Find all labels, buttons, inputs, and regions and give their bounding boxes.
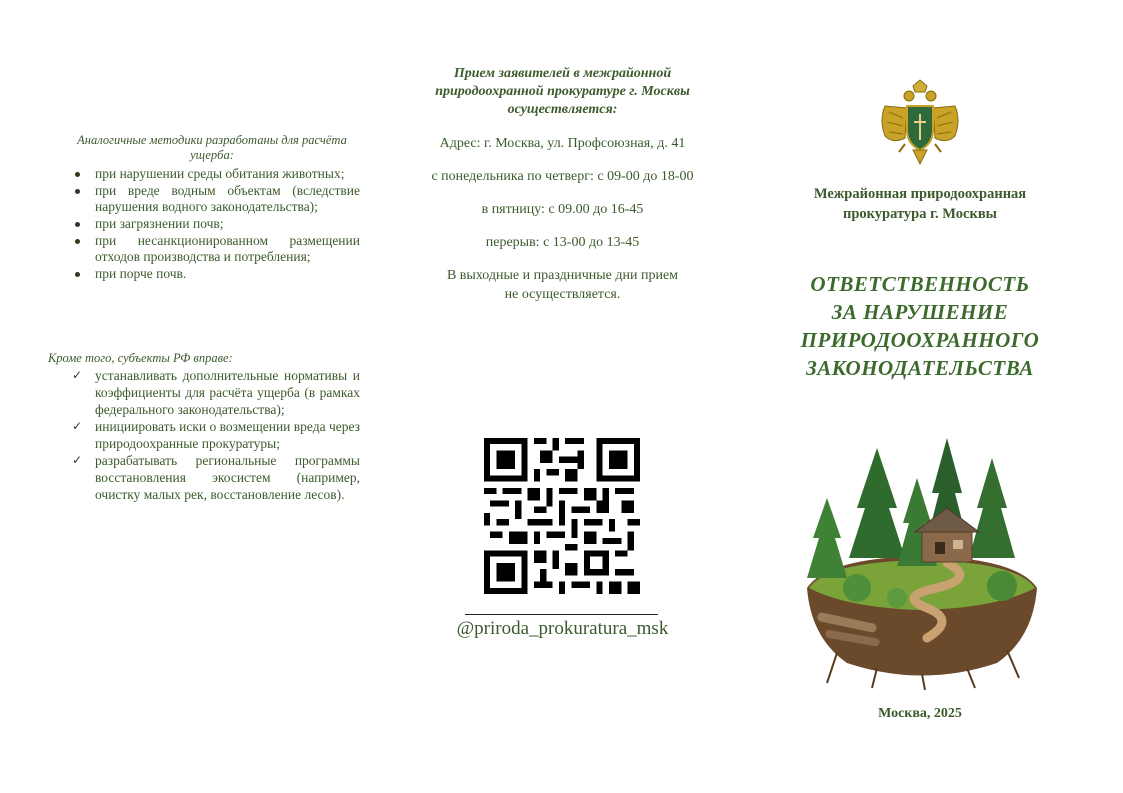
schedule-friday: в пятницу: с 09.00 до 16-45 [481, 202, 644, 217]
schedule-mon-thu: с понедельника по четверг: с 09-00 до 18-00 [431, 169, 694, 184]
list-item: при загрязнении почв; [70, 216, 360, 232]
regions-rights-title: Кроме того, субъекты РФ вправе: [48, 351, 233, 365]
closed-line: не осуществляется. [504, 287, 621, 302]
organization-name [765, 184, 1075, 224]
list-item: ✓ инициировать иски о возмещении вреда через природоохранные прокуратуры; [70, 418, 360, 452]
title-line: ОТВЕТСТВЕННОСТЬ [810, 272, 1030, 296]
list-item: при вреде водным объектам (вследствие нарушения водного законодательства); [70, 183, 360, 215]
title-line: ЗА НАРУШЕНИЕ [831, 300, 1009, 324]
social-handle-link[interactable]: @priroda_prokuratura_msk [456, 618, 669, 639]
city-year: Москва, 2025 [878, 706, 962, 721]
list-item: ✓ устанавливать дополнительные нормативы и коэффициенты для расчёта ущерба (в рамках федерального законодательства); [70, 367, 360, 418]
schedule-break: перерыв: с 13-00 до 13-45 [485, 235, 640, 250]
closed-days-note [380, 266, 745, 304]
reception-title: Прием заявителей в межрайонной природоохранной прокуратуре г. Москвы осуществляется: [435, 66, 690, 117]
middle-panel [380, 0, 745, 793]
list-item: при порче почв. [70, 266, 360, 282]
right-panel [745, 0, 1123, 793]
qr-code-icon[interactable] [484, 438, 640, 594]
forest-illustration [797, 438, 1047, 690]
title-line: ЗАКОНОДАТЕЛЬСТВА [806, 356, 1034, 380]
methods-intro: Аналогичные методики разработаны для расчёта ущерба: [77, 133, 347, 162]
regions-rights-list [70, 367, 360, 503]
title-line: ПРИРОДООХРАННОГО [800, 328, 1040, 352]
list-item: при нарушении среды обитания животных; [70, 166, 360, 182]
org-line: прокуратура г. Москвы [842, 206, 997, 222]
handle-divider [465, 614, 658, 615]
org-line: Межрайонная природоохранная [813, 186, 1027, 202]
brochure-title [745, 270, 1095, 382]
address-text: Адрес: г. Москва, ул. Профсоюзная, д. 41 [439, 136, 686, 151]
list-item: ✓ разрабатывать региональные программы восстановления экосистем (например, очистку малых рек, восстановление лесов). [70, 452, 360, 503]
left-panel [0, 0, 380, 793]
closed-line: В выходные и праздничные дни прием [446, 268, 679, 283]
prosecutor-emblem-icon [877, 78, 963, 166]
damage-cases-list [70, 166, 360, 283]
list-item: при несанкционированном размещении отходов производства и потребления; [70, 233, 360, 265]
